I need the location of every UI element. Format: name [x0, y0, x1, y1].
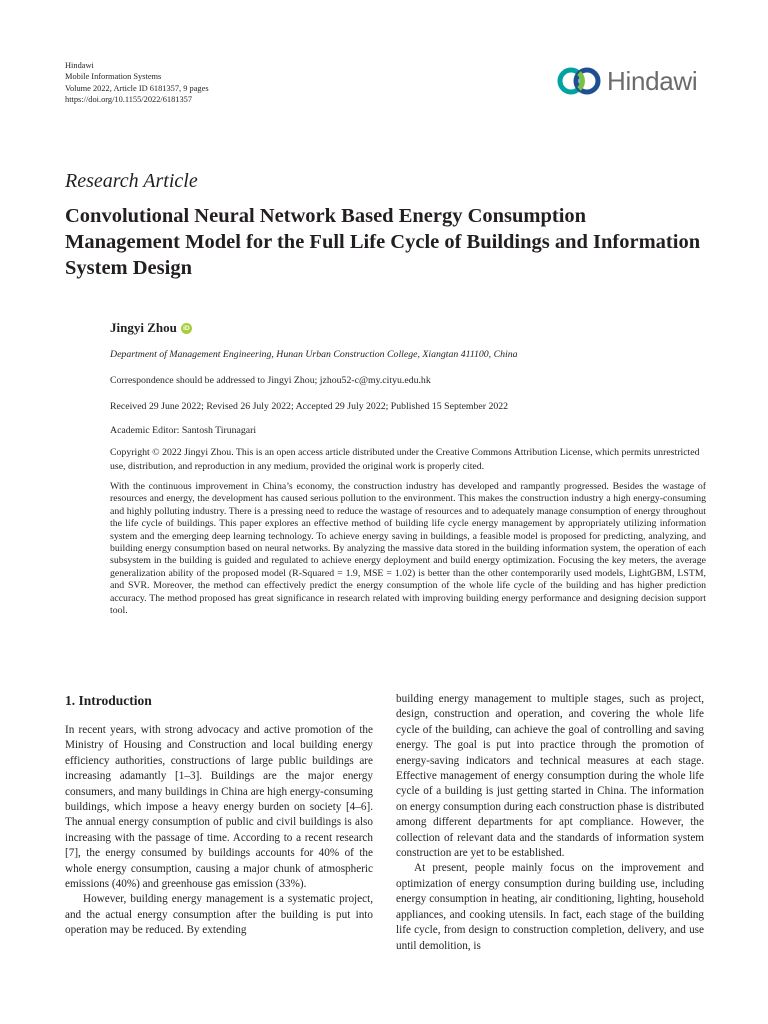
paragraph: However, building energy management is a systematic project, and the actual energy consumption after the building is put into operation may be reduced. By extending — [65, 893, 373, 937]
doi-link[interactable]: https://doi.org/10.1155/2022/6181357 — [65, 95, 193, 105]
article-title: Convolutional Neural Network Based Energy Consumption Management Model for the Full Life Cycle of Buildings and Information System Design — [65, 205, 701, 279]
journal-info — [65, 60, 209, 106]
logo-text: Hindawi — [607, 65, 698, 96]
section-heading-introduction: 1. Introduction — [65, 693, 152, 708]
orcid-icon[interactable]: iD — [181, 323, 192, 334]
right-column — [396, 692, 704, 954]
abstract: With the continuous improvement in China’s economy, the construction industry has developed and rampantly progressed. Besides the wastage of resources and energy, the development has caused serious pollution to the environment. This makes the construction industry a high energy-consuming and highly polluting industry. There is a pressing need to reduce the wastage of resources and to adequately manage consumption of energy throughout the life cycle of buildings. This paper explores an effective method of building life cycle energy management by appropriately utilizing information system and the emerging deep learning technology. To achieve energy saving in buildings, a feasible model is proposed for predicting, analyzing, and building energy consumption based on neural networks. By analyzing the massive data stored in the building information system, the operation of each subsystem in the building is guided and regulated to achieve energy deployment and build energy optimization. Focusing the key meters, the average generalization ability of the proposed model (R-Squared = 1.9, MSE = 1.02) is better than the other contemporarily used models, LightGBM, LSTM, and SVR. Moreover, the method can effectively predict the energy consumption of the whole life cycle of the building and has higher prediction accuracy. The method proposed has great significance in research related with improving building energy performance and designing decision support tool. — [110, 481, 706, 617]
author — [110, 320, 192, 336]
left-column — [65, 723, 373, 939]
hindawi-logo-icon — [557, 65, 601, 97]
paragraph: building energy management to multiple stages, such as project, design, construction and operation, and covering the whole life cycle of the building, can achieve the goal of controlling and saving energy. The goal is put into practice through the promotion of energy-saving indicators and technical measures at each stage. Effective management of energy consumption during the whole life cycle of a building is just getting started in China. The information on energy consumption during each construction phase is distributed among different departments for apt compliance. However, the collection of relevant data and the standards of information system construction are yet to be established. — [396, 693, 704, 860]
paragraph: In recent years, with strong advocacy and active promotion of the Ministry of Housing and Construction and local building energy efficiency authorities, constructions of large public buildings are increasing adamantly [1–3]. Buildings are the major energy consumers, and many buildings in China are high energy-consuming buildings, which impose a heavy energy burden on society [4–6]. The annual energy consumption of public and civil buildings is also increasing with the passage of time. According to a recent research [7], the energy consumed by buildings accounts for 40% of the whole energy consumption, causing a major chunk of atmospheric emissions (40%) and greenhouse gas emission (33%). — [65, 724, 373, 891]
hindawi-logo — [557, 62, 707, 100]
academic-editor: Academic Editor: Santosh Tirunagari — [110, 425, 257, 436]
publisher-name: Hindawi — [65, 61, 94, 70]
paragraph: At present, people mainly focus on the improvement and optimization of energy consumption during building use, including energy consumption in heating, air conditioning, lighting, household appliances, and cooking utensils. In fact, each stage of the building life cycle, from design to construction completion, delivery, and use until demolition, is — [396, 862, 704, 952]
journal-volume: Volume 2022, Article ID 6181357, 9 pages — [65, 83, 209, 93]
affiliation: Department of Management Engineering, Hunan Urban Construction College, Xiangtan 411100, China — [110, 349, 518, 360]
journal-name: Mobile Information Systems — [65, 72, 162, 82]
correspondence: Correspondence should be addressed to Jingyi Zhou; jzhou52-c@my.cityu.edu.hk — [110, 375, 431, 386]
article-type: Research Article — [65, 170, 198, 192]
copyright-notice: Copyright © 2022 Jingyi Zhou. This is an open access article distributed under the Creative Commons Attribution License, which permits unrestricted use, distribution, and reproduction in any medium, provided the original work is properly cited. — [110, 447, 700, 472]
author-name[interactable]: Jingyi Zhou — [110, 320, 177, 335]
publication-dates: Received 29 June 2022; Revised 26 July 2022; Accepted 29 July 2022; Published 15 September 2022 — [110, 401, 509, 412]
